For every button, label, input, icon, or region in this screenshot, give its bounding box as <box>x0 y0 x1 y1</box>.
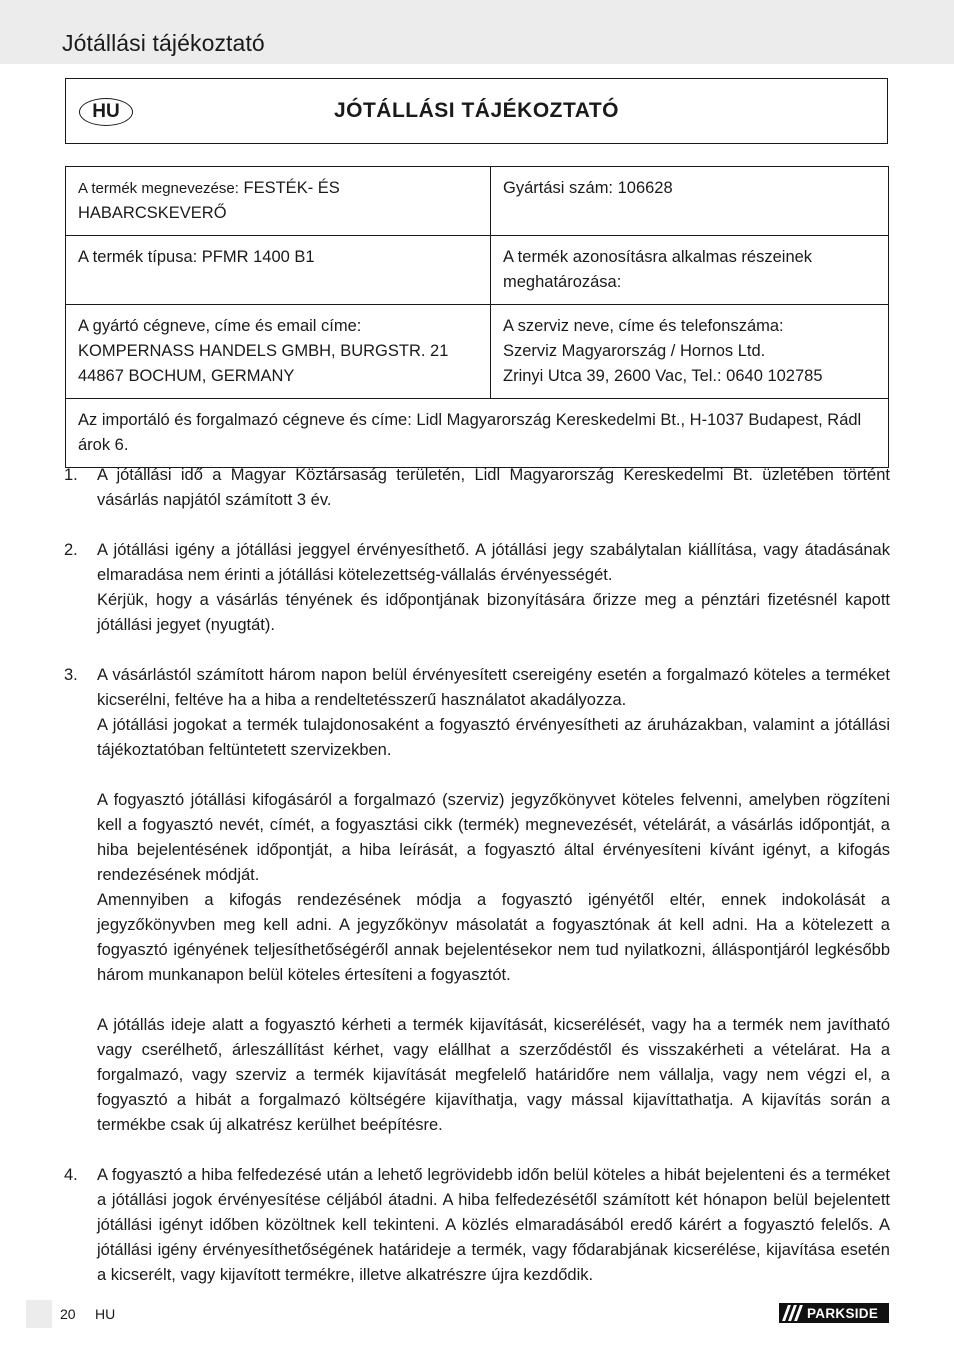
table-row <box>66 236 889 305</box>
list-item-paragraph: A vásárlástól számított három napon belül érvényesített csereigény esetén a forgalmazó köteles a terméket kicserélni, feltéve ha a hiba a rendeltetésszerű használatot akadályozza. <box>97 666 890 709</box>
paragraph-gap <box>97 988 890 1013</box>
serial-cell: Gyártási szám: 106628 <box>491 167 889 236</box>
identification-cell: A termék azonosításra alkalmas részeinek meghatározása: <box>491 236 889 305</box>
list-item-number: 1. <box>64 466 78 484</box>
page-language: HU <box>95 1306 116 1322</box>
manufacturer-cell <box>66 305 491 399</box>
paragraph-gap <box>97 763 890 788</box>
list-item-paragraph: Kérjük, hogy a vásárlás tényének és időpontjának bizonyítására őrizze meg a pénztári fizetésnél kapott jótállási jegyet (nyugtát). <box>97 591 890 634</box>
product-name-cell <box>66 167 491 236</box>
info-table <box>65 166 889 468</box>
table-row <box>66 305 889 399</box>
title-box <box>65 78 888 144</box>
importer-cell: Az importáló és forgalmazó cégneve és címe: Lidl Magyarország Kereskedelmi Bt., H-1037 Budapest, Rádl árok 6. <box>66 399 889 468</box>
footer-marker <box>26 1300 52 1328</box>
list-item-number: 2. <box>64 541 78 559</box>
list-item-paragraph: A jótállás ideje alatt a fogyasztó kérheti a termék kijavítását, kicserélését, vagy ha a termék nem javítható vagy cserélhető, árleszállítást kérhet, vagy elállhat a szerződéstől és visszakérheti a vételárat. Ha a forgalmazó, vagy szerviz a termék kijavítását megfelelő határidőre nem vállalja, vagy nem végzi el, a fogyasztó a hibát a forgalmazó költségére kijavíthatja, vagy mással kijavíttathatja. A kijavítás során a termékbe csak új alkatrész kerülhet beépítésre. <box>97 1016 890 1134</box>
brand-name: PARKSIDE <box>807 1305 879 1321</box>
manufacturer-line: KOMPERNASS HANDELS GMBH, BURGSTR. 21 <box>78 342 449 360</box>
table-row <box>66 399 889 468</box>
service-line: Zrinyi Utca 39, 2600 Vac, Tel.: 0640 102785 <box>503 367 823 385</box>
product-name-value: FESTÉK- ÉS HABARCSKEVERŐ <box>78 179 340 222</box>
list-item-paragraph: A fogyasztó jótállási kifogásáról a forgalmazó (szerviz) jegyzőkönyvet köteles felvenni, amelyben rögzíteni kell a fogyasztó nevét, címét, a fogyasztási cikk (termék) megnevezését, vételárát, a vásárlás időpontját, a hiba bejelentésének időpontját, a hiba leírását, a fogyasztó által érvényesíteni kívánt igényt, a kifogás rendezésének módját. <box>97 791 890 884</box>
manufacturer-line: 44867 BOCHUM, GERMANY <box>78 367 295 385</box>
manufacturer-line: A gyártó cégneve, címe és email címe: <box>78 317 362 335</box>
logo-stripes-icon <box>779 1303 807 1323</box>
list-item-number: 4. <box>64 1166 78 1184</box>
list-item-paragraph: A jótállási idő a Magyar Köztársaság területén, Lidl Magyarország Kereskedelmi Bt. üzletében történt vásárlás napjától számított 3 év. <box>97 466 890 509</box>
list-item <box>62 663 890 1138</box>
page-number: 20 <box>60 1306 76 1322</box>
list-item <box>62 463 890 513</box>
type-cell: A termék típusa: PFMR 1400 B1 <box>66 236 491 305</box>
language-badge: HU <box>79 98 133 126</box>
list-item-paragraph: Amennyiben a kifogás rendezésének módja a fogyasztó igényétől eltér, ennek indokolását a jegyzőkönyvben meg kell adni. A jegyzőkönyv másolatát a fogyasztónak át kell adni. Ha a kötelezett a fogyasztó igényének teljesíthetőségéről annak bejelentésekor nem tud nyilatkozni, álláspontjáról legkésőbb három munkanapon belül köteles értesíteni a fogyasztót. <box>97 891 890 984</box>
list-item-number: 3. <box>64 666 78 684</box>
list-item-paragraph: A fogyasztó a hiba felfedezésé után a lehető legrövidebb időn belül köteles a hibát bejelenteni és a terméket a jótállási jogok érvényesítése céljából átadni. A hiba felfedezésétől számított két hónapon belül bejelentett jótállási igényt időben közöltnek kell tekinteni. A közlés elmaradásából eredő kárért a fogyasztó felelős. A jótállási igény érvényesíthetőségének határideje a termék, vagy fődarabjának kicserélése, kijavítása esetén a kicserélt, vagy kijavított termékre, illetve alkatrészre újra kezdődik. <box>97 1166 890 1284</box>
service-cell <box>491 305 889 399</box>
section-title: JÓTÁLLÁSI TÁJÉKOZTATÓ <box>333 99 620 122</box>
list-item-paragraph: A jótállási jogokat a termék tulajdonosaként a fogyasztó érvényesítheti az áruházakban, valamint a jótállási tájékoztatóban feltüntetett szervizekben. <box>97 716 890 759</box>
product-name-label: A termék megnevezése: <box>78 180 239 197</box>
list-item <box>62 1163 890 1288</box>
warranty-list <box>62 463 890 1313</box>
list-item <box>62 538 890 638</box>
parkside-logo <box>779 1303 889 1323</box>
page-title: Jótállási tájékoztató <box>62 30 265 56</box>
service-line: Szerviz Magyarország / Hornos Ltd. <box>503 342 766 360</box>
list-item-paragraph: A jótállási igény a jótállási jeggyel érvényesíthető. A jótállási jegy szabálytalan kiállítása, vagy átadásának elmaradása nem érinti a jótállási kötelezettség-vállalás érvényességét. <box>97 541 890 584</box>
table-row <box>66 167 889 236</box>
service-line: A szerviz neve, címe és telefonszáma: <box>503 317 784 335</box>
